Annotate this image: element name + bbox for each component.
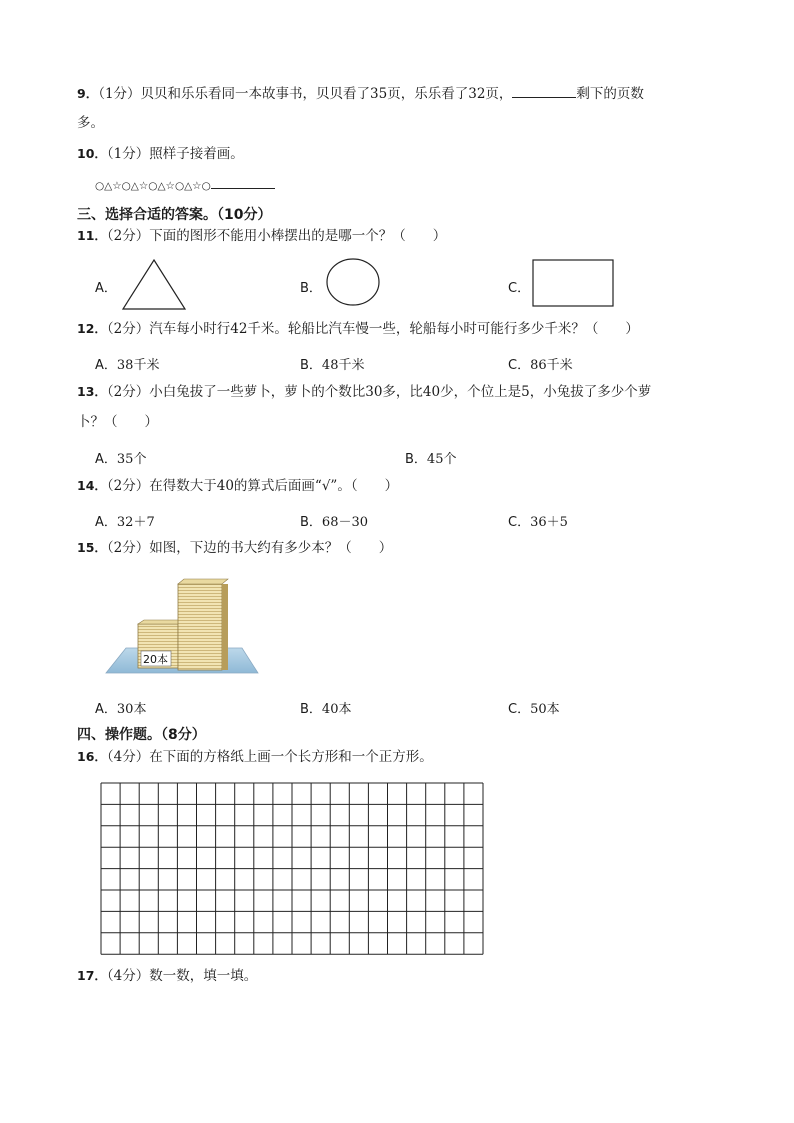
q13-score: （2分）	[106, 384, 150, 400]
q11-option-c-label[interactable]: C．	[508, 281, 531, 296]
q11-line	[77, 230, 446, 244]
q14-option-a-value: 32＋7	[116, 515, 155, 530]
q10-pattern: ○△☆○△☆○△☆○△☆○	[95, 180, 211, 192]
q16-number: 16．	[77, 749, 107, 764]
q15-option-c-value: 50本	[530, 702, 560, 717]
q11-option-b-label[interactable]: B．	[300, 281, 322, 296]
q14-score: （2分）	[106, 478, 150, 494]
q14-option-c-value: 36＋5	[530, 515, 568, 530]
q13-option-b[interactable]	[405, 448, 456, 467]
q14-option-a-label: A．	[95, 515, 117, 530]
q14-option-c-label: C．	[508, 515, 531, 530]
q13-option-a-value: 35个	[116, 452, 147, 467]
q12-line	[77, 323, 639, 337]
q16-text: 在下面的方格纸上画一个长方形和一个正方形。	[149, 749, 433, 765]
q11-number: 11．	[77, 228, 107, 243]
q12-option-b-value: 48千米	[321, 358, 365, 373]
q14-option-a[interactable]	[95, 511, 155, 530]
q12-score: （2分）	[106, 321, 150, 337]
q13-line1	[77, 386, 651, 400]
q12-option-b[interactable]	[300, 354, 364, 373]
q11-rectangle-shape	[532, 259, 616, 309]
q12-number: 12．	[77, 321, 107, 336]
q12-option-a[interactable]	[95, 354, 159, 373]
q15-text: 如图，下边的书大约有多少本？（ ）	[149, 540, 393, 556]
q15-line	[77, 542, 392, 556]
q13-text: 小白兔拔了一些萝卜，萝卜的个数比30多，比40少，个位上是5，小兔拔了多少个萝	[149, 384, 652, 400]
q11-option-a-label[interactable]: A．	[95, 281, 117, 296]
q15-option-a-value: 30本	[116, 702, 147, 717]
q11-triangle-shape	[121, 258, 187, 312]
q12-option-c-value: 86千米	[530, 358, 573, 373]
q11-text: 下面的图形不能用小棒摆出的是哪一个？（ ）	[149, 228, 447, 244]
q13-option-a-label: A．	[95, 452, 117, 467]
q10-text: 照样子接着画。	[149, 146, 244, 162]
q14-option-b[interactable]	[300, 511, 368, 530]
q10-score: （1分）	[106, 146, 150, 162]
q10-answer-blank[interactable]	[211, 178, 275, 189]
q13-option-b-label: B．	[405, 452, 427, 467]
q15-option-a[interactable]	[95, 698, 146, 717]
q15-option-c-label: C．	[508, 702, 531, 717]
q9-score: （1分）	[98, 86, 141, 102]
q12-option-c[interactable]	[508, 354, 573, 373]
q17-text: 数一数，填一填。	[149, 968, 258, 984]
q16-score: （4分）	[106, 749, 150, 765]
q13-option-b-value: 45个	[426, 452, 457, 467]
q14-option-b-label: B．	[300, 515, 322, 530]
q10-number: 10．	[77, 146, 107, 161]
q12-option-c-label: C．	[508, 358, 531, 373]
q9-line2: 多。	[77, 115, 104, 131]
q9-text-2: 剩下的页数	[576, 86, 644, 102]
q14-option-b-value: 68－30	[321, 515, 369, 530]
q13-number: 13．	[77, 384, 107, 399]
q17-line	[77, 970, 257, 984]
q9-number: 9．	[77, 86, 99, 101]
section-3-title: 三、选择合适的答案。（10分）	[77, 207, 272, 223]
q17-score: （4分）	[106, 968, 150, 984]
q11-circle-shape	[325, 257, 381, 307]
q12-option-b-label: B．	[300, 358, 322, 373]
q10-pattern-line	[95, 178, 275, 192]
q13-option-a[interactable]	[95, 448, 146, 467]
q14-number: 14．	[77, 478, 107, 493]
q16-line	[77, 751, 433, 765]
q15-option-b[interactable]	[300, 698, 351, 717]
q14-option-c[interactable]	[508, 511, 568, 530]
q15-number: 15．	[77, 540, 107, 555]
q9-text: 贝贝和乐乐看同一本故事书，贝贝看了35页，乐乐看了32页，	[140, 86, 513, 102]
q9-line1	[77, 85, 644, 102]
q11-score: （2分）	[106, 228, 150, 244]
q13-line2: 卜？（ ）	[77, 414, 158, 430]
q15-option-a-label: A．	[95, 702, 117, 717]
q15-option-b-value: 40本	[321, 702, 352, 717]
q15-big-book-stack	[178, 584, 222, 670]
q14-text: 在得数大于40的算式后面画“√”。（ ）	[149, 478, 399, 494]
q15-small-stack-label: 20本	[143, 653, 168, 666]
q15-book-stacks-illustration	[104, 576, 260, 678]
q14-line	[77, 480, 398, 494]
q10-line	[77, 148, 244, 162]
q9-answer-blank[interactable]	[512, 85, 576, 98]
q17-number: 17．	[77, 968, 107, 983]
q15-option-c[interactable]	[508, 698, 560, 717]
q12-option-a-label: A．	[95, 358, 117, 373]
section-4-title: 四、操作题。（8分）	[77, 727, 206, 743]
q12-text: 汽车每小时行42千米。轮船比汽车慢一些，轮船每小时可能行多少千米？（ ）	[149, 321, 639, 337]
q16-grid-paper[interactable]	[100, 782, 486, 957]
q15-score: （2分）	[106, 540, 150, 556]
q12-option-a-value: 38千米	[116, 358, 160, 373]
q15-option-b-label: B．	[300, 702, 322, 717]
